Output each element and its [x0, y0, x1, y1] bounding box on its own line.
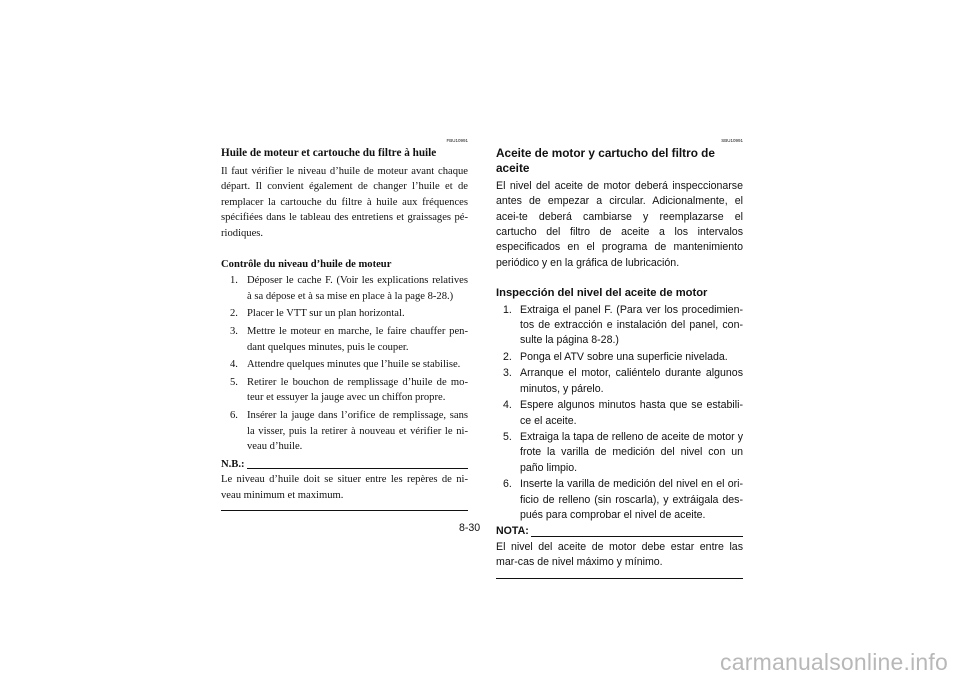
step-text: Espere algunos minutos hasta que se estabili-ce el aceite.: [520, 399, 743, 427]
step-number: 1.: [503, 303, 512, 316]
step-text: Retirer le bouchon de remplissage d’huile de mo-teur et essuyer la jauge avec un chiffon propre.: [247, 376, 468, 404]
list-item: [496, 398, 743, 429]
step-text: Placer le VTT sur un plan horizontal.: [247, 308, 405, 320]
note-text: El nivel del aceite de motor debe estar entre las mar-cas de nivel máximo y mínimo.: [496, 540, 743, 569]
steps-list: [221, 273, 468, 455]
step-number: 5.: [503, 430, 512, 443]
note-label: N.B.:: [221, 458, 245, 470]
step-text: Mettre le moteur en marche, le faire chauffer pen-dant quelques minutes, puis le couper.: [247, 325, 468, 353]
step-text: Extraiga la tapa de relleno de aceite de motor y frote la varilla de medición del nivel con un paño limpio.: [520, 430, 743, 474]
watermark: carmanualsonline.info: [720, 649, 948, 675]
subsection-title: Contrôle du niveau d’huile de moteur: [221, 258, 392, 270]
section-code: SBU10991: [721, 138, 743, 143]
note-header: [496, 524, 743, 539]
intro-paragraph: El nivel del aceite de motor deberá inspeccionarse antes de empezar a circular. Adicionalmente, el acei-te deberá cambiarse y reemplazarse el cartucho del filtro de aceite a los intervalos especificados en el programa de mantenimiento periódico y en la gráfica de lubricación.: [496, 179, 743, 269]
step-number: 6.: [230, 409, 238, 421]
list-item: [496, 430, 743, 476]
step-number: 3.: [503, 367, 512, 380]
note-end-rule: [221, 510, 468, 511]
step-number: 5.: [230, 376, 238, 388]
note-header: [221, 457, 468, 473]
list-item: [221, 306, 468, 322]
list-item: [221, 357, 468, 373]
step-number: 6.: [503, 478, 512, 491]
list-item: [221, 324, 468, 355]
page-number: 8-30: [459, 522, 481, 534]
french-column: [221, 138, 468, 511]
step-number: 2.: [230, 308, 238, 320]
step-number: 4.: [503, 399, 512, 412]
list-item: [496, 366, 743, 397]
step-text: Insérer la jauge dans l’orifice de remplissage, sans la visser, puis la retirer à nouveau et vérifier le ni-veau d’huile.: [247, 409, 468, 453]
step-text: Inserte la varilla de medición del nivel en el ori-ficio de relleno (sin roscarla), y extráigala des-pués para comprobar el nivel de aceite.: [520, 478, 743, 521]
list-item: [221, 375, 468, 406]
note-rule: [247, 468, 468, 469]
section-title: Huile de moteur et cartouche du filtre à huile: [221, 147, 437, 159]
note-rule: [531, 536, 743, 537]
step-number: 1.: [230, 275, 238, 287]
list-item: [496, 350, 743, 365]
note-label: NOTA:: [496, 525, 529, 538]
subsection-title: Inspección del nivel del aceite de motor: [496, 287, 708, 300]
step-text: Arranque el motor, caliéntelo durante algunos minutos, y párelo.: [520, 367, 743, 395]
step-number: 4.: [230, 359, 238, 371]
step-number: 3.: [230, 325, 238, 337]
step-text: Ponga el ATV sobre una superficie nivelada.: [520, 350, 728, 363]
step-text: Attendre quelques minutes que l’huile se stabilise.: [247, 359, 461, 371]
note-text: Le niveau d’huile doit se situer entre les repères de ni-veau minimum et maximum.: [221, 474, 468, 501]
step-text: Déposer le cache F. (Voir les explications relatives à sa dépose et à sa mise en place à la page 8-28.): [247, 275, 468, 302]
section-code: FBU10991: [446, 138, 468, 143]
list-item: [496, 303, 743, 349]
step-text: Extraiga el panel F. (Para ver los procedimien-tos de extracción e instalación del panel, con-sulte la página 8-28.): [520, 303, 743, 347]
list-item: [221, 408, 468, 455]
step-number: 2.: [503, 350, 512, 363]
spanish-column: [496, 138, 743, 579]
steps-list: [496, 303, 743, 524]
section-title: Aceite de motor y cartucho del filtro de aceite: [496, 146, 715, 176]
note-end-rule: [496, 578, 743, 579]
intro-paragraph: Il faut vérifier le niveau d’huile de moteur avant chaque départ. Il convient également de changer l’huile et de remplacer la cartouche du filtre à huile aux fréquences spécifiées dans le tableau des entretiens et graissages pé-riodiques.: [221, 165, 468, 239]
list-item: [496, 477, 743, 523]
list-item: [221, 273, 468, 304]
